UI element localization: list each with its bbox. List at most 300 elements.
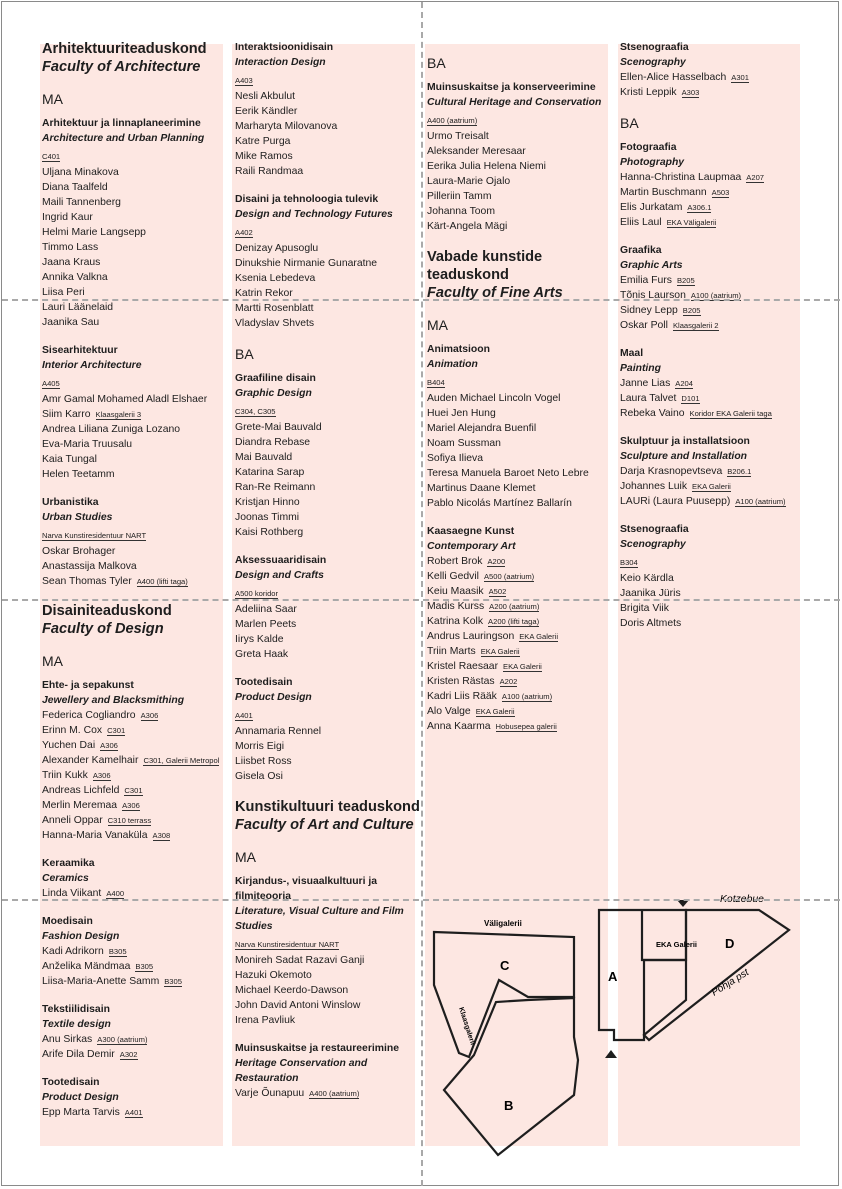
student-item bbox=[235, 1013, 420, 1028]
student-name: Yuchen Dai bbox=[42, 740, 96, 751]
student-room: A308 bbox=[152, 831, 171, 840]
degree-level: BA bbox=[235, 346, 254, 362]
student-item bbox=[235, 480, 420, 495]
student-name: Kristel Raesaar bbox=[427, 661, 499, 672]
program-title-en: Product Design bbox=[42, 1092, 119, 1103]
student-room: EKA Galerii bbox=[480, 647, 520, 656]
student-item bbox=[235, 89, 420, 104]
program-title-et: Arhitektuur ja linnaplaneerimine bbox=[42, 118, 201, 129]
student-item bbox=[620, 571, 820, 586]
student-list bbox=[235, 724, 420, 784]
program-title-et: Stsenograafia bbox=[620, 524, 689, 535]
student-name: Adeliina Saar bbox=[235, 604, 297, 615]
student-name: Johanna Toom bbox=[427, 206, 495, 217]
student-item bbox=[235, 617, 420, 632]
student-room: A306.1 bbox=[687, 203, 712, 212]
student-room: A400 (lifti taga) bbox=[136, 577, 188, 586]
student-name: Anneli Oppar bbox=[42, 815, 103, 826]
program-title-et: Interaktsioonidisain bbox=[235, 42, 334, 53]
student-name: Martin Buschmann bbox=[620, 187, 707, 198]
program-section bbox=[42, 856, 232, 901]
program-title-en: Textile design bbox=[42, 1019, 111, 1030]
student-name: Grete-Mai Bauvald bbox=[235, 422, 322, 433]
faculty-heading bbox=[42, 40, 232, 76]
student-name: Kristjan Hinno bbox=[235, 497, 300, 508]
student-room: EKA Galerii bbox=[475, 707, 515, 716]
student-room: A200 (lifti taga) bbox=[488, 617, 540, 626]
program-room: A401 bbox=[235, 711, 253, 720]
student-name: Rebeka Vaino bbox=[620, 408, 685, 419]
student-item bbox=[620, 85, 820, 100]
student-item bbox=[235, 739, 420, 754]
student-name: Linda Viikant bbox=[42, 888, 102, 899]
student-item bbox=[427, 481, 613, 496]
program-section bbox=[235, 192, 420, 331]
program-room: A403 bbox=[235, 76, 253, 85]
student-item bbox=[427, 421, 613, 436]
student-name: Andrea Liliana Zuniga Lozano bbox=[42, 424, 181, 435]
student-room: A200 (aatrium) bbox=[489, 602, 540, 611]
student-name: Janne Lias bbox=[620, 378, 671, 389]
student-list bbox=[235, 953, 420, 1028]
student-name: Johannes Luik bbox=[620, 481, 688, 492]
student-item bbox=[42, 210, 232, 225]
student-item bbox=[427, 436, 613, 451]
student-item bbox=[235, 301, 420, 316]
label-klaasgalerii: Klaasgalerii bbox=[457, 1006, 476, 1047]
degree-level: MA bbox=[42, 653, 63, 669]
student-name: Oskar Poll bbox=[620, 320, 668, 331]
student-name: Jaana Kraus bbox=[42, 257, 101, 268]
student-item bbox=[235, 998, 420, 1013]
student-name: Anna Kaarma bbox=[427, 721, 491, 732]
gallery-outline bbox=[642, 910, 686, 960]
student-name: Keiu Maasik bbox=[427, 586, 484, 597]
student-name: Federica Cogliandro bbox=[42, 710, 136, 721]
student-name: Katarina Sarap bbox=[235, 467, 305, 478]
program-section bbox=[427, 524, 613, 734]
program-title-en: Interior Architecture bbox=[42, 360, 142, 371]
student-room: A302 bbox=[119, 1050, 138, 1059]
student-item bbox=[427, 219, 613, 234]
student-item bbox=[620, 303, 820, 318]
student-list bbox=[42, 708, 232, 843]
student-name: Diandra Rebase bbox=[235, 437, 311, 448]
student-item bbox=[427, 659, 613, 674]
student-item bbox=[620, 479, 820, 494]
student-name: Uljana Minakova bbox=[42, 167, 119, 178]
student-name: Madis Kurss bbox=[427, 601, 485, 612]
program-title-et: Graafika bbox=[620, 245, 662, 256]
program-room: Narva Kunstiresidentuur NART bbox=[42, 531, 147, 540]
student-name: Annamaria Rennel bbox=[235, 726, 322, 737]
student-item bbox=[42, 738, 232, 753]
student-room: A400 bbox=[106, 889, 125, 898]
faculty-name-en: Faculty of Architecture bbox=[42, 59, 201, 75]
student-room: A401 bbox=[124, 1108, 143, 1117]
student-item bbox=[427, 144, 613, 159]
student-name: Eva-Maria Truusalu bbox=[42, 439, 133, 450]
student-item bbox=[42, 783, 232, 798]
student-room: B205 bbox=[682, 306, 701, 315]
student-item bbox=[235, 316, 420, 331]
degree-level: MA bbox=[427, 317, 448, 333]
student-item bbox=[235, 968, 420, 983]
student-name: Merlin Meremaa bbox=[42, 800, 118, 811]
program-section bbox=[235, 371, 420, 540]
student-name: Sean Thomas Tyler bbox=[42, 576, 132, 587]
student-name: Kadi Adrikorn bbox=[42, 946, 104, 957]
student-item bbox=[235, 510, 420, 525]
student-item bbox=[235, 256, 420, 271]
student-name: Noam Sussman bbox=[427, 438, 501, 449]
faculty-heading bbox=[42, 602, 232, 638]
student-name: LAURi (Laura Puusepp) bbox=[620, 496, 731, 507]
program-section bbox=[620, 40, 820, 100]
student-name: Kärt-Angela Mägi bbox=[427, 221, 508, 232]
faculty-heading bbox=[235, 798, 420, 834]
faculty-name-et: Vabade kunstide teaduskond bbox=[427, 249, 543, 283]
student-room: A306 bbox=[140, 711, 159, 720]
student-name: Liisa-Maria-Anette Samm bbox=[42, 976, 160, 987]
student-name: Pablo Nicolás Martínez Ballarín bbox=[427, 498, 572, 509]
student-name: Ingrid Kaur bbox=[42, 212, 93, 223]
student-item bbox=[620, 215, 820, 230]
student-item bbox=[235, 953, 420, 968]
student-item bbox=[42, 768, 232, 783]
student-room: B205 bbox=[676, 276, 695, 285]
program-title-et: Animatsioon bbox=[427, 344, 490, 355]
student-item bbox=[42, 270, 232, 285]
student-name: Oskar Brohager bbox=[42, 546, 116, 557]
student-list bbox=[620, 571, 820, 631]
student-room: A207 bbox=[746, 173, 765, 182]
student-item bbox=[235, 647, 420, 662]
student-name: Monireh Sadat Razavi Ganji bbox=[235, 955, 365, 966]
student-list bbox=[620, 273, 820, 333]
label-valigalerii: Väligalerii bbox=[484, 919, 522, 928]
student-list bbox=[235, 602, 420, 662]
program-room: A400 (aatrium) bbox=[427, 116, 478, 125]
faculty-name-en: Faculty of Fine Arts bbox=[427, 285, 563, 301]
student-name: Arife Dila Demir bbox=[42, 1049, 115, 1060]
student-room: Hobusepea galerii bbox=[495, 722, 557, 731]
student-item bbox=[427, 644, 613, 659]
student-name: Kristen Rästas bbox=[427, 676, 495, 687]
program-section bbox=[42, 1075, 232, 1120]
student-item bbox=[235, 164, 420, 179]
student-name: Gisela Osi bbox=[235, 771, 283, 782]
program-title-en: Design and Technology Futures bbox=[235, 209, 393, 220]
student-item bbox=[235, 241, 420, 256]
student-name: Teresa Manuela Baroet Neto Lebre bbox=[427, 468, 589, 479]
program-title-et: Moedisain bbox=[42, 916, 93, 927]
program-title-et: Sisearhitektuur bbox=[42, 345, 118, 356]
student-item bbox=[42, 959, 232, 974]
student-name: Huei Jen Hung bbox=[427, 408, 496, 419]
student-item bbox=[42, 315, 232, 330]
program-section bbox=[235, 40, 420, 179]
program-room: A500 koridor bbox=[235, 589, 279, 598]
program-title-en: Cultural Heritage and Conservation bbox=[427, 97, 602, 108]
student-item bbox=[620, 70, 820, 85]
student-name: John David Antoni Winslow bbox=[235, 1000, 361, 1011]
program-title-en: Photography bbox=[620, 157, 685, 168]
student-room: A503 bbox=[711, 188, 730, 197]
student-name: Elis Jurkatam bbox=[620, 202, 683, 213]
student-room: EKA Galerii bbox=[503, 662, 542, 671]
program-room: Narva Kunstiresidentuur NART bbox=[235, 940, 340, 949]
student-list bbox=[235, 1086, 420, 1101]
student-item bbox=[235, 435, 420, 450]
student-item bbox=[427, 466, 613, 481]
degree-level: BA bbox=[620, 115, 639, 131]
student-item bbox=[42, 240, 232, 255]
student-name: Varje Õunapuu bbox=[235, 1088, 305, 1099]
student-room: D101 bbox=[681, 394, 700, 403]
north-arrow-top bbox=[677, 900, 689, 907]
student-item bbox=[427, 496, 613, 511]
student-name: Siim Karro bbox=[42, 409, 91, 420]
student-list bbox=[427, 391, 613, 511]
program-title-et: Muinsuskaitse ja restaureerimine bbox=[235, 1043, 400, 1054]
program-section bbox=[235, 1041, 420, 1101]
student-name: Marlen Peets bbox=[235, 619, 297, 630]
student-item bbox=[427, 584, 613, 599]
program-section bbox=[235, 553, 420, 662]
student-room: C301, Galerii Metropol bbox=[143, 756, 220, 765]
student-name: Aleksander Meresaar bbox=[427, 146, 526, 157]
program-title-et: Skulptuur ja installatsioon bbox=[620, 436, 750, 447]
faculty-name-en: Faculty of Design bbox=[42, 621, 164, 637]
student-name: Epp Marta Tarvis bbox=[42, 1107, 120, 1118]
program-section bbox=[235, 874, 420, 1028]
student-room: A306 bbox=[92, 771, 111, 780]
student-name: Alo Valge bbox=[427, 706, 471, 717]
entrance-arrow bbox=[605, 1050, 617, 1058]
building-c-label: C bbox=[500, 958, 510, 973]
student-list bbox=[235, 89, 420, 179]
student-item bbox=[42, 300, 232, 315]
student-item bbox=[42, 828, 232, 843]
program-title-en: Jewellery and Blacksmithing bbox=[42, 695, 185, 706]
student-item bbox=[42, 1032, 232, 1047]
program-title-en: Painting bbox=[620, 363, 661, 374]
program-section bbox=[620, 522, 820, 631]
student-name: Kelli Gedvil bbox=[427, 571, 479, 582]
student-name: Anželika Mändmaa bbox=[42, 961, 131, 972]
student-list bbox=[42, 1032, 232, 1062]
student-item bbox=[42, 452, 232, 467]
student-room: A306 bbox=[100, 741, 118, 750]
student-item bbox=[427, 674, 613, 689]
student-name: Jaanika Sau bbox=[42, 317, 100, 328]
student-item bbox=[427, 614, 613, 629]
program-section bbox=[42, 1002, 232, 1062]
student-name: Mike Ramos bbox=[235, 151, 293, 162]
student-list bbox=[42, 165, 232, 330]
program-title-en: Interaction Design bbox=[235, 57, 326, 68]
student-name: Laura Talvet bbox=[620, 393, 677, 404]
student-item bbox=[42, 180, 232, 195]
program-title-et: Muinsuskaitse ja konserveerimine bbox=[427, 82, 596, 93]
student-name: Katre Purga bbox=[235, 136, 291, 147]
student-item bbox=[42, 708, 232, 723]
student-item bbox=[620, 406, 820, 421]
student-room: Koridor EKA Galerii taga bbox=[689, 409, 772, 418]
student-item bbox=[42, 813, 232, 828]
street-label-right: Põhja pst bbox=[709, 967, 751, 999]
student-name: Anu Sirkas bbox=[42, 1034, 93, 1045]
program-section bbox=[235, 675, 420, 784]
student-item bbox=[42, 195, 232, 210]
program-room: A405 bbox=[42, 379, 60, 388]
student-item bbox=[427, 189, 613, 204]
program-title-et: Disaini ja tehnoloogia tulevik bbox=[235, 194, 379, 205]
program-room: B304 bbox=[620, 558, 638, 567]
program-title-et: Tootedisain bbox=[235, 677, 293, 688]
degree-level: MA bbox=[42, 91, 63, 107]
program-title-et: Tekstiilidisain bbox=[42, 1004, 110, 1015]
student-name: Maili Tannenberg bbox=[42, 197, 121, 208]
student-room: A500 (aatrium) bbox=[483, 572, 535, 581]
student-name: Michael Keerdo-Dawson bbox=[235, 985, 349, 996]
student-item bbox=[235, 495, 420, 510]
student-item bbox=[42, 974, 232, 989]
student-list bbox=[427, 554, 613, 734]
student-name: Ran-Re Reimann bbox=[235, 482, 316, 493]
student-item bbox=[427, 129, 613, 144]
program-room: C304, C305 bbox=[235, 407, 276, 416]
student-item bbox=[427, 204, 613, 219]
student-item bbox=[427, 629, 613, 644]
student-name: Liisbet Ross bbox=[235, 756, 292, 767]
faculty-name-et: Disainiteaduskond bbox=[42, 603, 172, 619]
student-item bbox=[620, 200, 820, 215]
student-name: Mai Bauvald bbox=[235, 452, 293, 463]
student-name: Iirys Kalde bbox=[235, 634, 284, 645]
student-room: A303 bbox=[681, 88, 700, 97]
student-item bbox=[620, 185, 820, 200]
program-section bbox=[427, 80, 613, 234]
student-item bbox=[620, 494, 820, 509]
program-title-en: Fashion Design bbox=[42, 931, 120, 942]
student-name: Liisa Peri bbox=[42, 287, 85, 298]
student-item bbox=[42, 422, 232, 437]
program-title-et: Tootedisain bbox=[42, 1077, 100, 1088]
student-name: Raili Randmaa bbox=[235, 166, 304, 177]
student-name: Hazuki Okemoto bbox=[235, 970, 312, 981]
program-title-en: Contemporary Art bbox=[427, 541, 516, 552]
program-title-en: Sculpture and Installation bbox=[620, 451, 748, 462]
student-item bbox=[42, 753, 232, 768]
student-item bbox=[235, 134, 420, 149]
program-section bbox=[620, 140, 820, 230]
program-section bbox=[42, 116, 232, 330]
student-name: Lauri Läänelaid bbox=[42, 302, 114, 313]
label-eka-galerii: EKA Galerii bbox=[656, 940, 697, 949]
student-name: Katrin Rekor bbox=[235, 288, 293, 299]
student-name: Annika Valkna bbox=[42, 272, 108, 283]
program-section bbox=[42, 343, 232, 482]
faculty-name-et: Kunstikultuuri teaduskond bbox=[235, 799, 420, 815]
student-room: A300 (aatrium) bbox=[97, 1035, 148, 1044]
student-item bbox=[42, 225, 232, 240]
program-room: B404 bbox=[427, 378, 445, 387]
program-title-en: Scenography bbox=[620, 57, 686, 68]
student-name: Irena Pavliuk bbox=[235, 1015, 296, 1026]
student-room: EKA Väligalerii bbox=[666, 218, 717, 227]
student-room: C301 bbox=[107, 726, 126, 735]
student-name: Ellen-Alice Hasselbach bbox=[620, 72, 727, 83]
student-name: Kaia Tungal bbox=[42, 454, 97, 465]
student-name: Emilia Furs bbox=[620, 275, 672, 286]
program-title-en: Heritage Conservation and Restauration bbox=[235, 1058, 368, 1084]
student-list bbox=[42, 392, 232, 482]
student-name: Triin Marts bbox=[427, 646, 476, 657]
student-list bbox=[620, 376, 820, 421]
student-item bbox=[427, 391, 613, 406]
student-room: B305 bbox=[108, 947, 127, 956]
degree-level: BA bbox=[427, 55, 446, 71]
student-room: A100 (aatrium) bbox=[690, 291, 742, 300]
student-list bbox=[235, 241, 420, 331]
student-item bbox=[42, 285, 232, 300]
student-name: Denizay Apusoglu bbox=[235, 243, 319, 254]
student-list bbox=[620, 70, 820, 100]
student-item bbox=[235, 602, 420, 617]
program-section bbox=[427, 342, 613, 511]
student-room: A200 bbox=[487, 557, 506, 566]
student-name: Kadri Liis Rääk bbox=[427, 691, 497, 702]
program-title-en: Architecture and Urban Planning bbox=[42, 133, 205, 144]
fold-line bbox=[421, 2, 423, 1186]
student-item bbox=[427, 569, 613, 584]
student-name: Morris Eigi bbox=[235, 741, 285, 752]
student-room: A100 (aatrium) bbox=[735, 497, 786, 506]
program-title-et: Ehte- ja sepakunst bbox=[42, 680, 134, 691]
student-item bbox=[42, 255, 232, 270]
student-item bbox=[235, 271, 420, 286]
student-item bbox=[235, 104, 420, 119]
student-name: Hanna-Christina Laupmaa bbox=[620, 172, 742, 183]
faculty-name-et: Arhitektuuriteaduskond bbox=[42, 41, 207, 57]
student-item bbox=[427, 406, 613, 421]
student-list bbox=[42, 944, 232, 989]
student-name: Urmo Treisalt bbox=[427, 131, 489, 142]
student-room: B305 bbox=[135, 962, 154, 971]
program-title-et: Kirjandus-, visuaalkultuuri ja filmiteooria bbox=[235, 876, 378, 902]
student-name: Ksenia Lebedeva bbox=[235, 273, 316, 284]
student-room: A400 (aatrium) bbox=[309, 1089, 360, 1098]
street-label-top: Kotzebue bbox=[720, 894, 764, 905]
student-item bbox=[620, 616, 820, 631]
student-name: Martinus Daane Klemet bbox=[427, 483, 536, 494]
student-name: Mariel Alejandra Buenfil bbox=[427, 423, 537, 434]
student-item bbox=[620, 170, 820, 185]
student-room: A204 bbox=[675, 379, 694, 388]
student-room: B305 bbox=[164, 977, 182, 986]
student-item bbox=[235, 632, 420, 647]
student-name: Auden Michael Lincoln Vogel bbox=[427, 393, 561, 404]
student-name: Timmo Lass bbox=[42, 242, 99, 253]
student-item bbox=[427, 689, 613, 704]
student-item bbox=[42, 544, 232, 559]
student-item bbox=[427, 554, 613, 569]
student-item bbox=[42, 165, 232, 180]
program-title-en: Animation bbox=[427, 359, 478, 370]
student-name: Eerika Julia Helena Niemi bbox=[427, 161, 546, 172]
